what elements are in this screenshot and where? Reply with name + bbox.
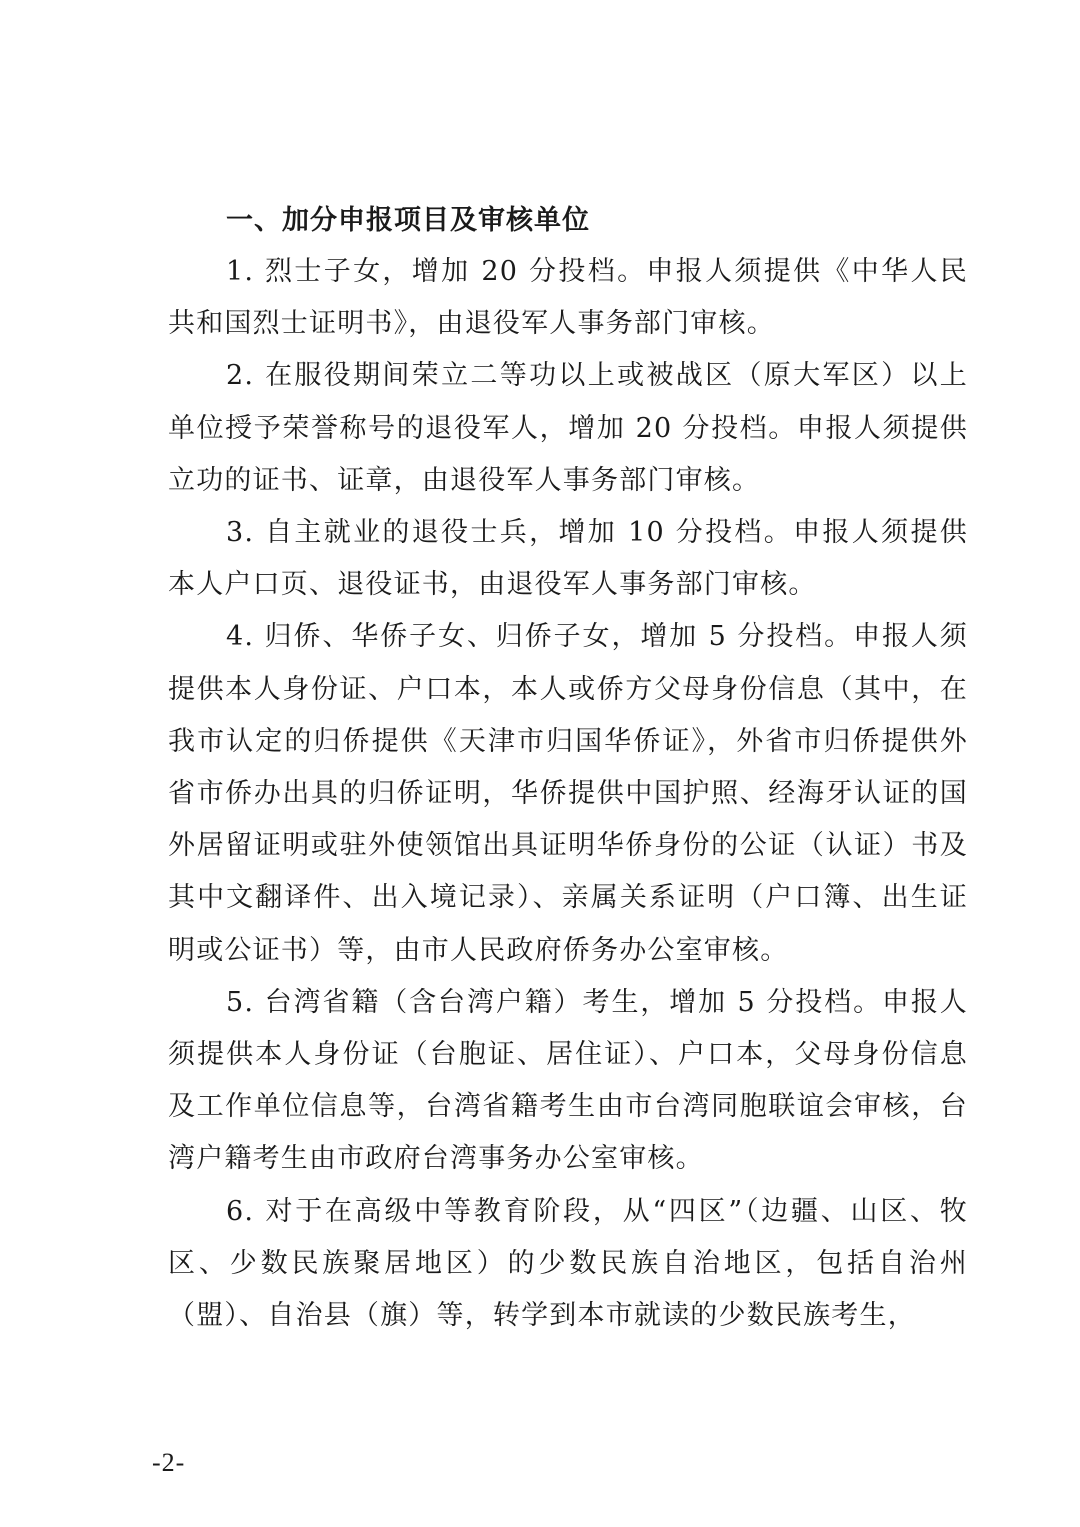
page-number: -2- <box>152 1448 186 1477</box>
paragraph-item-2: 2. 在服役期间荣立二等功以上或被战区（原大军区）以上单位授予荣誉称号的退役军人，增加 20 分投档。申报人须提供立功的证书、证章，由退役军人事务部门审核。 <box>168 360 968 496</box>
paragraph-item-4: 4. 归侨、华侨子女、归侨子女，增加 5 分投档。申报人须提供本人身份证、户口本，本人或侨方父母身份信息（其中，在我市认定的归侨提供《天津市归国华侨证》，外省市归侨提供外省市侨办出具的归侨证明，华侨提供中国护照、经海牙认证的国外居留证明或驻外使领馆出具证明华侨身份的公证（认证）书及其中文翻译件、出入境记录）、亲属关系证明（户口簿、出生证明或公证书）等，由市人民政府侨务办公室审核。 <box>168 621 968 966</box>
paragraph-item-5: 5. 台湾省籍（含台湾户籍）考生，增加 5 分投档。申报人须提供本人身份证（台胞证、居住证）、户口本，父母身份信息及工作单位信息等，台湾省籍考生由市台湾同胞联谊会审核，台湾户籍考生由市政府台湾事务办公室审核。 <box>168 986 968 1175</box>
paragraph-item-6: 6. 对于在高级中等教育阶段，从“四区”（边疆、山区、牧区、少数民族聚居地区）的少数民族自治地区，包括自治州（盟）、自治县（旗）等，转学到本市就读的少数民族考生， <box>168 1195 968 1332</box>
section-heading: 一、加分申报项目及审核单位 <box>226 205 590 236</box>
document-body <box>168 195 968 1342</box>
paragraph-item-3: 3. 自主就业的退役士兵，增加 10 分投档。申报人须提供本人户口页、退役证书，由退役军人事务部门审核。 <box>168 517 968 601</box>
paragraph-item-1: 1. 烈士子女，增加 20 分投档。申报人须提供《中华人民共和国烈士证明书》，由退役军人事务部门审核。 <box>168 256 968 340</box>
